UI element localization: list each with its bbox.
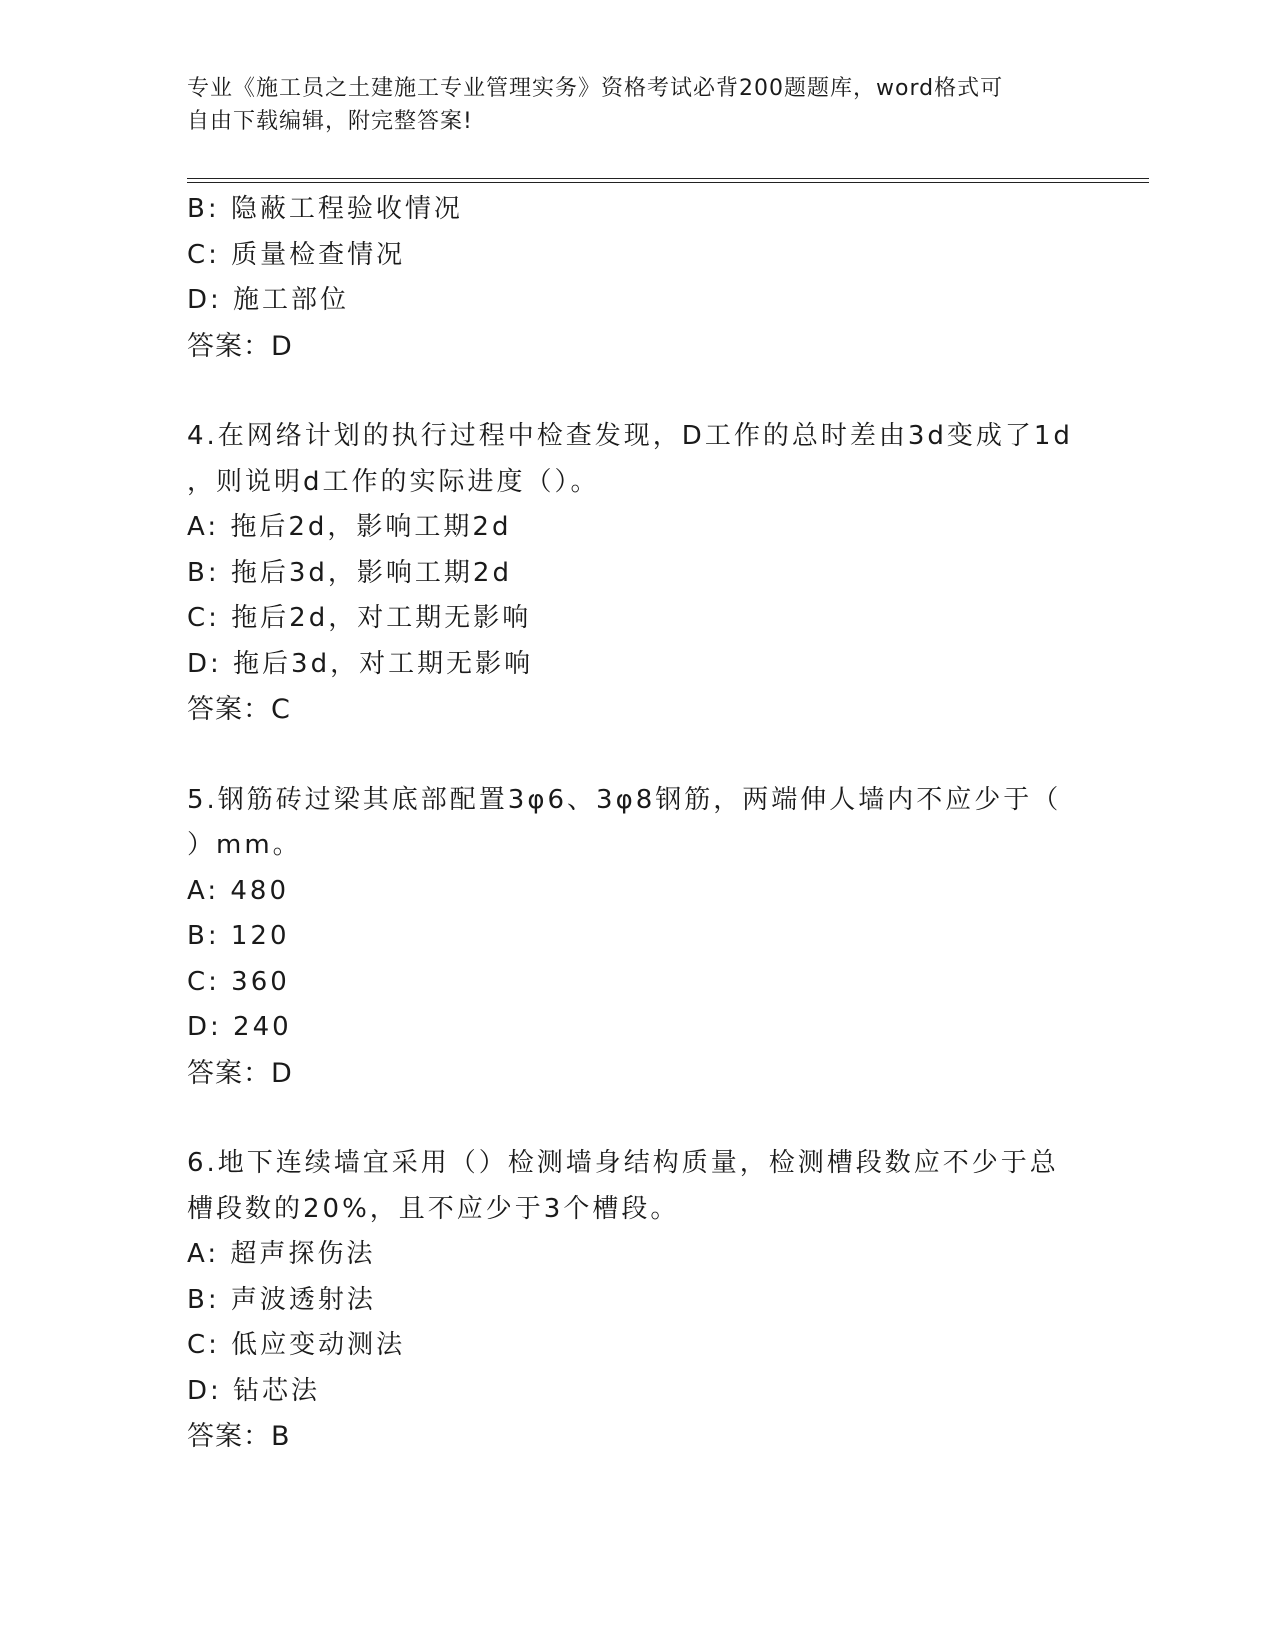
option-d: D: 钻芯法 (187, 1375, 321, 1406)
question-stem-line-2: ，则说明d工作的实际进度（）。 (187, 466, 600, 497)
option-a: A: 超声探伤法 (187, 1239, 376, 1269)
option-d: D: 拖后3d，对工期无影响 (187, 648, 534, 679)
option-b: B: 隐蔽工程验收情况 (187, 194, 463, 224)
question-block-6 (187, 1141, 1087, 1460)
option-c: C: 质量检查情况 (187, 239, 406, 270)
header-line-2: 自由下载编辑，附完整答案! (187, 109, 473, 134)
answer-line: 答案：D (187, 1057, 293, 1089)
answer-line: 答案：D (187, 330, 293, 362)
question-stem-line-1: 6.地下连续墙宜采用（）检测墙身结构质量，检测槽段数应不少于总 (187, 1148, 1059, 1178)
option-c: C: 低应变动测法 (187, 1330, 406, 1360)
header-divider (187, 178, 1149, 183)
option-a: A: 480 (187, 875, 289, 906)
option-b: B: 拖后3d，影响工期2d (187, 557, 512, 588)
question-list (187, 187, 1087, 1505)
question-block-partial (187, 187, 1087, 369)
option-b: B: 声波透射法 (187, 1284, 376, 1315)
answer-line: 答案：C (187, 694, 291, 725)
question-stem-line-2: ）mm。 (187, 830, 302, 860)
option-c: C: 360 (187, 966, 290, 997)
option-b: B: 120 (187, 921, 290, 951)
option-c: C: 拖后2d，对工期无影响 (187, 603, 532, 633)
question-stem-line-1: 5.钢筋砖过梁其底部配置3φ6、3φ8钢筋，两端伸人墙内不应少于（ (187, 784, 1062, 815)
question-block-4 (187, 414, 1087, 733)
option-a: A: 拖后2d，影响工期2d (187, 512, 512, 542)
answer-line: 答案：B (187, 1421, 291, 1452)
question-stem-line-1: 4.在网络计划的执行过程中检查发现，D工作的总时差由3d变成了1d (187, 421, 1073, 451)
question-stem-line-2: 槽段数的20%，且不应少于3个槽段。 (187, 1193, 680, 1224)
header-line-1: 专业《施工员之土建施工专业管理实务》资格考试必背200题题库，word格式可 (187, 76, 1004, 101)
option-d: D: 240 (187, 1012, 292, 1042)
question-block-5 (187, 778, 1087, 1097)
document-header (187, 72, 1067, 138)
option-d: D: 施工部位 (187, 285, 350, 315)
